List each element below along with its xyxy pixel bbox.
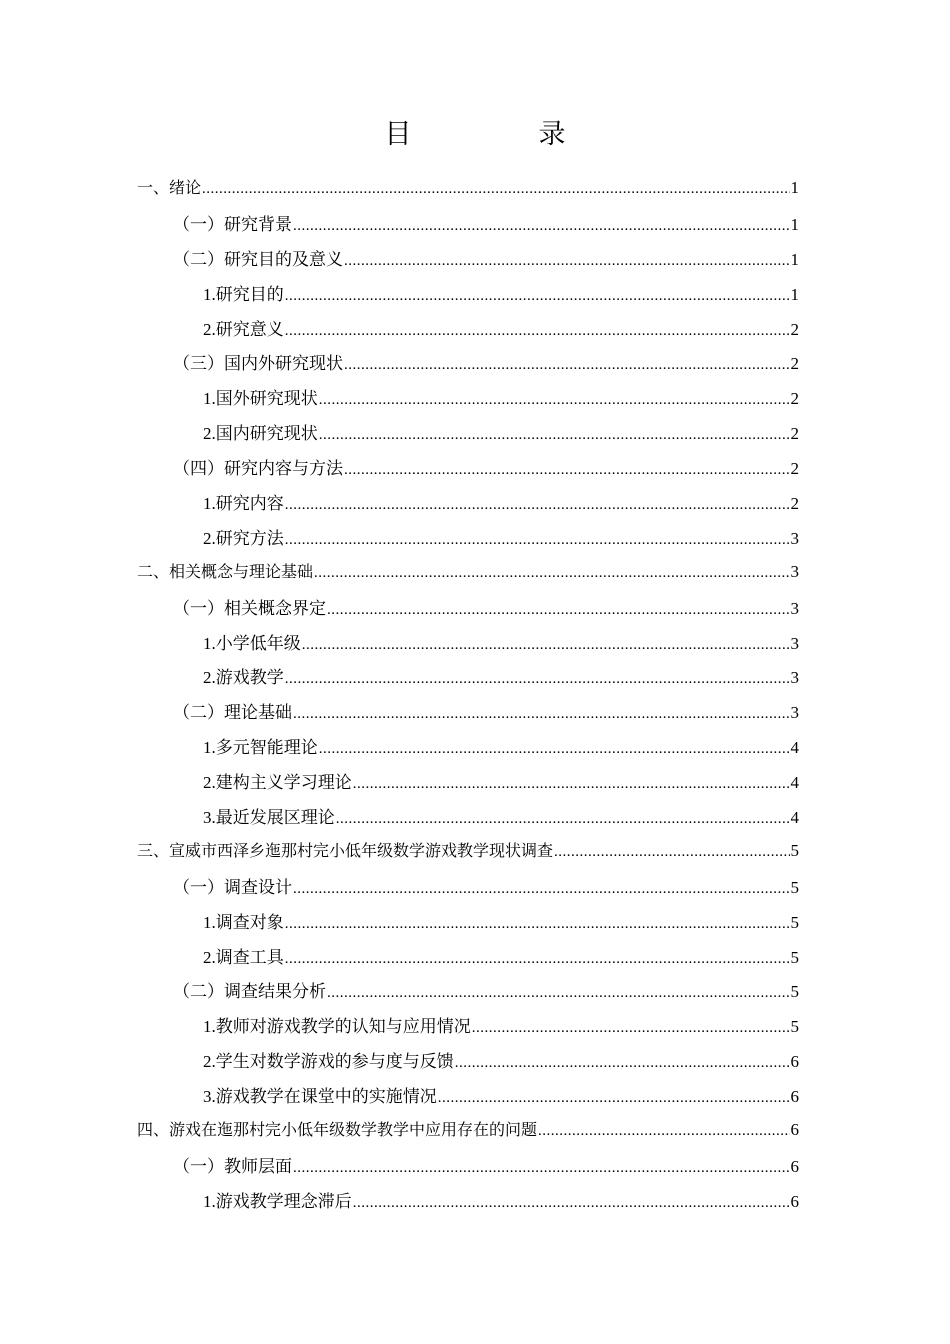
toc-entry-label: 1.游戏教学理念滞后 xyxy=(203,1191,352,1211)
toc-entry-page-number: 2 xyxy=(790,459,799,479)
toc-dot-leader xyxy=(319,392,790,409)
toc-entry-page-number: 6 xyxy=(790,1156,799,1176)
toc-entry[interactable] xyxy=(137,733,799,768)
toc-entry[interactable] xyxy=(137,1012,799,1047)
toc-entry-label: 1.多元智能理论 xyxy=(203,738,318,758)
toc-entry-page-number: 6 xyxy=(790,1191,799,1211)
toc-entry-label: 2.调查工具 xyxy=(203,947,284,967)
toc-dot-leader xyxy=(285,323,790,340)
toc-entry-page-number: 3 xyxy=(790,668,799,688)
toc-entry[interactable] xyxy=(137,629,799,664)
toc-entry-label: （一）教师层面 xyxy=(173,1156,292,1176)
toc-dot-leader xyxy=(344,462,790,479)
toc-entry-page-number: 2 xyxy=(790,354,799,374)
toc-entry[interactable] xyxy=(137,419,799,454)
toc-entry[interactable] xyxy=(137,315,799,350)
toc-entry[interactable] xyxy=(137,663,799,698)
toc-entry[interactable] xyxy=(137,175,799,210)
toc-entry-label: 2.研究意义 xyxy=(203,319,284,339)
toc-entry-label: 2.建构主义学习理论 xyxy=(203,773,352,793)
toc-dot-leader xyxy=(285,951,790,968)
toc-dot-leader xyxy=(285,916,790,933)
toc-dot-leader xyxy=(327,602,790,619)
toc-dot-leader xyxy=(202,181,789,198)
toc-entry-label: （一）调查设计 xyxy=(173,877,292,897)
toc-entry[interactable] xyxy=(137,210,799,245)
toc-dot-leader xyxy=(472,1020,790,1037)
toc-dot-leader xyxy=(538,1123,789,1140)
toc-entry-label: 一、绪论 xyxy=(137,178,202,197)
toc-dot-leader xyxy=(285,288,790,305)
toc-entry-label: 2.国内研究现状 xyxy=(203,424,318,444)
toc-dot-leader xyxy=(353,1195,790,1212)
toc-entry[interactable] xyxy=(137,489,799,524)
toc-entry-label: 四、游戏在迤那村完小低年级数学教学中应用存在的问题 xyxy=(137,1120,538,1140)
toc-entry-page-number: 2 xyxy=(790,424,799,444)
toc-dot-leader xyxy=(293,218,790,235)
toc-entry-page-number: 5 xyxy=(790,912,799,932)
toc-title: 目 录 xyxy=(384,119,616,150)
toc-entry-page-number: 4 xyxy=(790,773,799,793)
toc-entry[interactable] xyxy=(137,559,799,594)
toc-entry-label: 1.研究内容 xyxy=(203,494,284,514)
toc-entry[interactable] xyxy=(137,1047,799,1082)
toc-entry-page-number: 1 xyxy=(790,284,799,304)
toc-entry-label: 3.最近发展区理论 xyxy=(203,808,335,828)
toc-dot-leader xyxy=(319,427,790,444)
toc-entry-page-number: 3 xyxy=(790,598,799,618)
toc-entry[interactable] xyxy=(137,838,799,873)
toc-entry-label: （四）研究内容与方法 xyxy=(173,459,343,479)
toc-entry-label: 2.学生对数学游戏的参与度与反馈 xyxy=(203,1052,454,1072)
toc-entry[interactable] xyxy=(137,768,799,803)
toc-entry-page-number: 3 xyxy=(790,633,799,653)
toc-entry-page-number: 2 xyxy=(790,494,799,514)
toc-entry-page-number: 1 xyxy=(790,178,799,197)
toc-entry-page-number: 6 xyxy=(790,1120,799,1140)
toc-entry-label: 1.调查对象 xyxy=(203,912,284,932)
toc-dot-leader xyxy=(336,811,790,828)
toc-dot-leader xyxy=(314,565,789,582)
toc-entry-label: 1.教师对游戏教学的认知与应用情况 xyxy=(203,1017,471,1037)
toc-entry[interactable] xyxy=(137,803,799,838)
toc-entry-label: 2.研究方法 xyxy=(203,528,284,548)
toc-entry-label: （二）调查结果分析 xyxy=(173,982,326,1002)
toc-entry-page-number: 5 xyxy=(790,877,799,897)
toc-entry[interactable] xyxy=(137,908,799,943)
toc-entry[interactable] xyxy=(137,1187,799,1222)
toc-entry-page-number: 1 xyxy=(790,249,799,269)
toc-dot-leader xyxy=(344,253,790,270)
toc-entry-page-number: 5 xyxy=(790,1017,799,1037)
toc-entry-page-number: 5 xyxy=(790,947,799,967)
toc-dot-leader xyxy=(554,844,789,861)
toc-entry[interactable] xyxy=(137,524,799,559)
toc-entry-label: 3.游戏教学在课堂中的实施情况 xyxy=(203,1087,437,1107)
toc-entry[interactable] xyxy=(137,1152,799,1187)
toc-dot-leader xyxy=(438,1090,790,1107)
toc-entry[interactable] xyxy=(137,454,799,489)
toc-entry-page-number: 4 xyxy=(790,808,799,828)
toc-dot-leader xyxy=(285,532,790,549)
toc-dot-leader xyxy=(293,881,790,898)
toc-entry-label: 二、相关概念与理论基础 xyxy=(137,561,314,581)
toc-entry[interactable] xyxy=(137,349,799,384)
toc-entry-page-number: 4 xyxy=(790,738,799,758)
toc-entry[interactable] xyxy=(137,1117,799,1152)
toc-entry-label: 1.国外研究现状 xyxy=(203,389,318,409)
toc-entry-label: （三）国内外研究现状 xyxy=(173,354,343,374)
toc-entry-page-number: 2 xyxy=(790,319,799,339)
toc-list xyxy=(137,175,799,1222)
toc-entry-label: （二）研究目的及意义 xyxy=(173,249,343,269)
toc-entry-label: 三、宣威市西泽乡迤那村完小低年级数学游戏教学现状调查 xyxy=(137,840,554,860)
toc-dot-leader xyxy=(302,637,790,654)
toc-entry-label: 1.研究目的 xyxy=(203,284,284,304)
toc-entry[interactable] xyxy=(137,280,799,315)
toc-entry-page-number: 6 xyxy=(790,1052,799,1072)
toc-dot-leader xyxy=(293,1160,790,1177)
toc-entry[interactable] xyxy=(137,873,799,908)
toc-entry[interactable] xyxy=(137,594,799,629)
toc-entry[interactable] xyxy=(137,943,799,978)
toc-entry-page-number: 3 xyxy=(790,703,799,723)
toc-dot-leader xyxy=(353,776,790,793)
toc-dot-leader xyxy=(285,671,790,688)
toc-entry-label: （一）研究背景 xyxy=(173,214,292,234)
toc-dot-leader xyxy=(285,497,790,514)
toc-entry-page-number: 3 xyxy=(790,561,799,581)
toc-entry-page-number: 1 xyxy=(790,214,799,234)
toc-entry-page-number: 3 xyxy=(790,528,799,548)
toc-entry-label: 1.小学低年级 xyxy=(203,633,301,653)
toc-dot-leader xyxy=(293,706,790,723)
toc-entry[interactable] xyxy=(137,384,799,419)
toc-entry[interactable] xyxy=(137,1082,799,1117)
toc-entry-label: （二）理论基础 xyxy=(173,703,292,723)
toc-entry-page-number: 2 xyxy=(790,389,799,409)
toc-entry[interactable] xyxy=(137,245,799,280)
toc-entry-page-number: 5 xyxy=(790,982,799,1002)
toc-entry[interactable] xyxy=(137,977,799,1012)
toc-dot-leader xyxy=(319,741,790,758)
toc-entry-label: （一）相关概念界定 xyxy=(173,598,326,618)
toc-dot-leader xyxy=(455,1055,790,1072)
toc-dot-leader xyxy=(327,985,790,1002)
toc-entry-label: 2.游戏教学 xyxy=(203,668,284,688)
toc-entry-page-number: 6 xyxy=(790,1087,799,1107)
toc-entry[interactable] xyxy=(137,698,799,733)
toc-dot-leader xyxy=(344,357,790,374)
toc-entry-page-number: 5 xyxy=(790,840,799,860)
